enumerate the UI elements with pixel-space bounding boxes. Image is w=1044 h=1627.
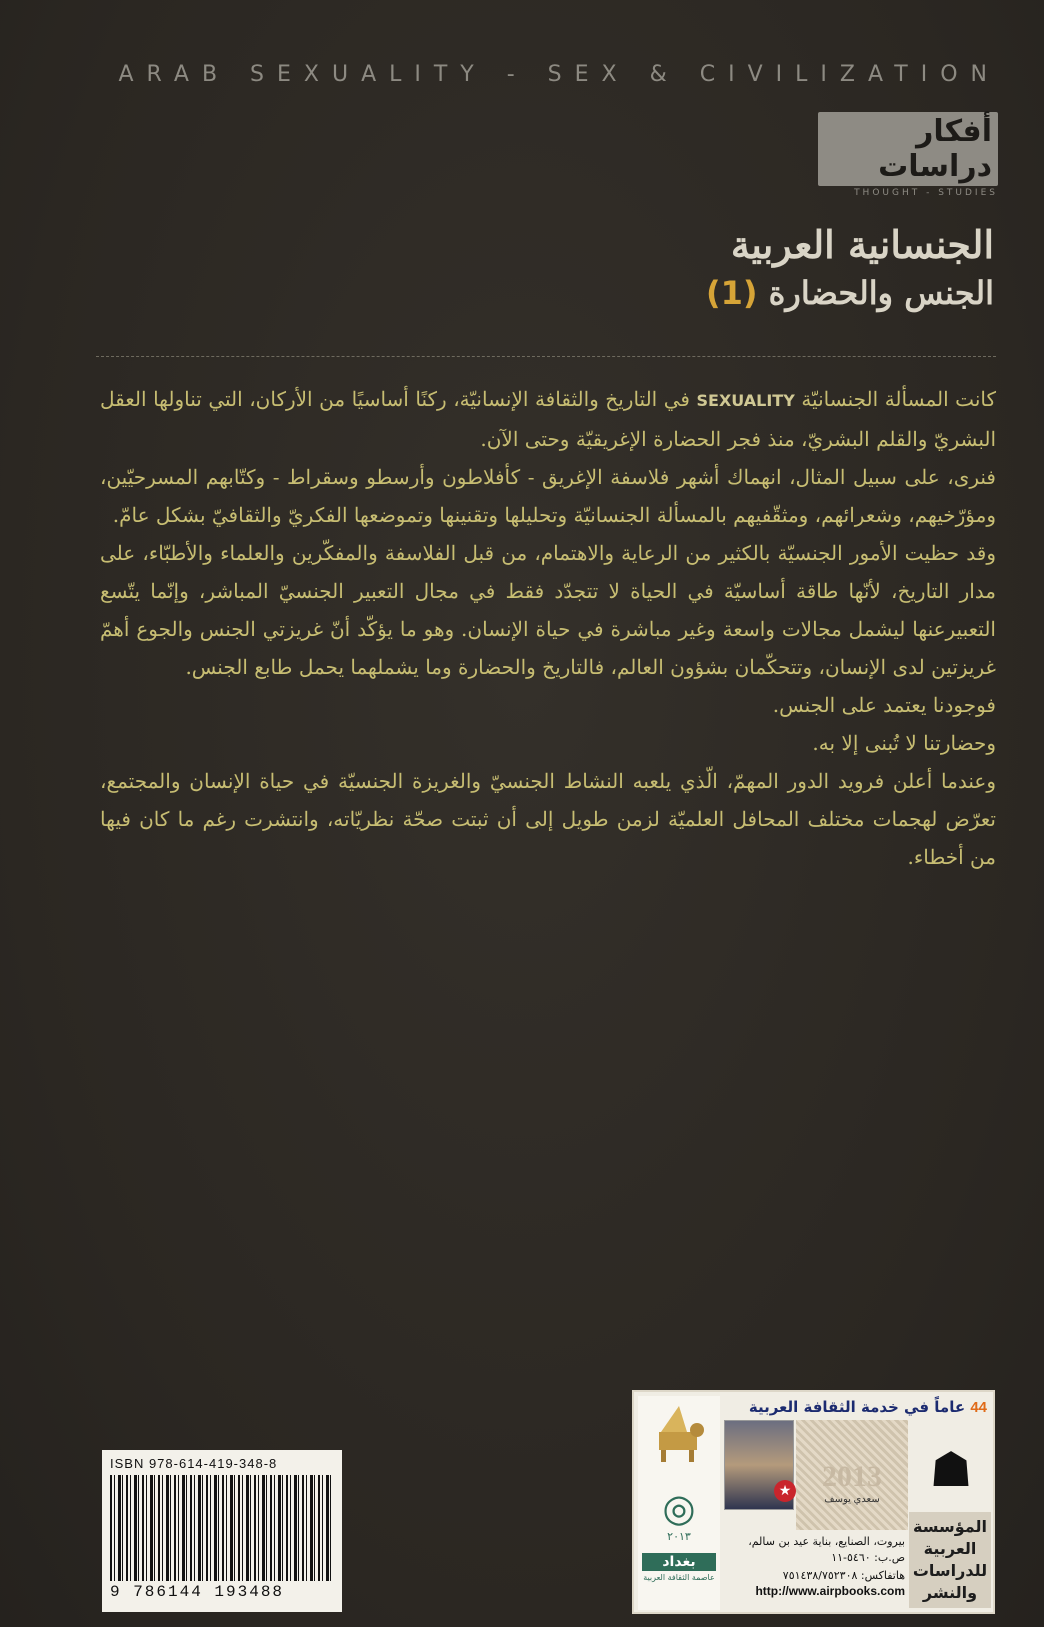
anniversary-number: 44 — [970, 1399, 987, 1416]
red-star-icon: ★ — [774, 1480, 796, 1502]
airp-website: http://www.airpbooks.com — [755, 1584, 905, 1598]
publisher-logo-mark: أفكار دراسات — [818, 112, 998, 186]
airp-panel — [724, 1396, 991, 1610]
series-title: ARAB SEXUALITY - SEX & CIVILIZATION — [118, 62, 1000, 87]
volume-number: (1) — [705, 274, 758, 312]
org-name: المؤسسة العربية للدراسات والنشر — [909, 1512, 991, 1608]
blurb-p1-start: كانت المسألة الجنسانيّة — [801, 387, 996, 411]
isbn-text: ISBN 978-614-419-348-8 — [110, 1456, 278, 1471]
barcode-icon — [110, 1475, 334, 1581]
title-divider — [96, 356, 996, 357]
barcode-digits: 9 786144 193488 — [110, 1583, 285, 1601]
blurb-paragraph-1 — [100, 380, 996, 458]
blurb-paragraph-5: وحضارتنا لا تُبنى إلا به. — [812, 731, 996, 755]
blurb-paragraph-6: وعندما أعلن فرويد الدور المهمّ، الّذي يلعبه النشاط الجنسيّ والغريزة الجنسيّة في حياة الإنسان والمجتمع، تعرّض لهجمات مختلف المحافل العلميّة لزمن طويل إلى أن ثبتت صحّة نظريّاته، وانتشرت رغم ما كان فيها من أخطاء. — [100, 769, 996, 869]
blurb-paragraph-4: فوجودنا يعتمد على الجنس. — [772, 693, 996, 717]
book-title-subtitle: الجنس والحضارة — [768, 274, 994, 312]
blurb-p1-end: في التاريخ والثقافة الإنسانيّة، ركنًا أساسيًا من الأركان، التي تناولها العقل البشريّ والقلم البشريّ، منذ فجر الحضارة الإغريقيّة وحتى الآن. — [100, 387, 996, 451]
barcode-label — [102, 1450, 342, 1612]
stamp-year: 2013 — [822, 1460, 882, 1493]
airp-anniversary — [724, 1396, 991, 1418]
baghdad-year: ٢٠١٣ — [667, 1530, 691, 1543]
anniversary-text: عاماً في خدمة الثقافة العربية — [748, 1398, 966, 1416]
publisher-stamp-block — [632, 1390, 995, 1614]
blurb-text — [100, 380, 996, 876]
stamp-caption: سعدي يوسف — [824, 1494, 880, 1505]
org-emblem-icon: ☗ — [929, 1442, 973, 1498]
blurb-p1-english-term: SEXUALITY — [696, 391, 795, 410]
baghdad-capital-logo — [638, 1396, 720, 1610]
blurb-paragraph-2: فنرى، على سبيل المثال، انهماك أشهر فلاسفة الإغريق - كأفلاطون وأرسطو وسقراط - وكتّابهم المسرحيّين، ومؤرّخيهم، وشعرائهم، ومثقّفيهم بالمسألة الجنسانيّة وتحليلها وتقنينها وتموضعها الفكريّ والثقافيّ بشكل عامّ. — [100, 465, 996, 527]
book-title-line1: الجنسانية العربية — [730, 222, 994, 267]
baghdad-name: بغداد — [642, 1553, 716, 1571]
airp-phone: هاتفاكس: ٧٥١٤٣٨/٧٥٢٣٠٨ — [782, 1569, 905, 1582]
winged-lion-icon — [649, 1402, 709, 1466]
publisher-logo — [818, 112, 998, 198]
book-title — [394, 220, 994, 316]
blurb-paragraph-3: وقد حظيت الأمور الجنسيّة بالكثير من الرعاية والاهتمام، من قبل الفلاسفة والمفكّرين والعلماء والأطبّاء، على مدار التاريخ، لأنّها طاقة أساسيّة في الحياة لا تتجدّد فقط في مجال التعبير الجنسيّ المباشر، وإنّما يتّسع التعبيرعنها ليشمل مجالات واسعة وغير مباشرة في حياة الإنسان. وهو ما يؤكّد أنّ غريزتي الجنس والجوع أهمّ غريزتين لدى الإنسان، وتتحكّمان بشؤون العالم، فالتاريخ والحضارة وما يشملهما يحمل طابع الجنس. — [100, 541, 996, 679]
airp-address: بيروت، الصنايع، بناية عيد بن سالم، ص.ب: ٥٤٦٠-١١ — [748, 1535, 905, 1564]
publisher-logo-subtitle: THOUGHT - STUDIES — [854, 188, 998, 198]
book-title-line2 — [394, 270, 994, 316]
stamp-artwork — [796, 1420, 908, 1530]
baghdad-emblem-icon: ◎ — [662, 1486, 696, 1530]
baghdad-caption: عاصمة الثقافة العربية — [643, 1573, 715, 1582]
